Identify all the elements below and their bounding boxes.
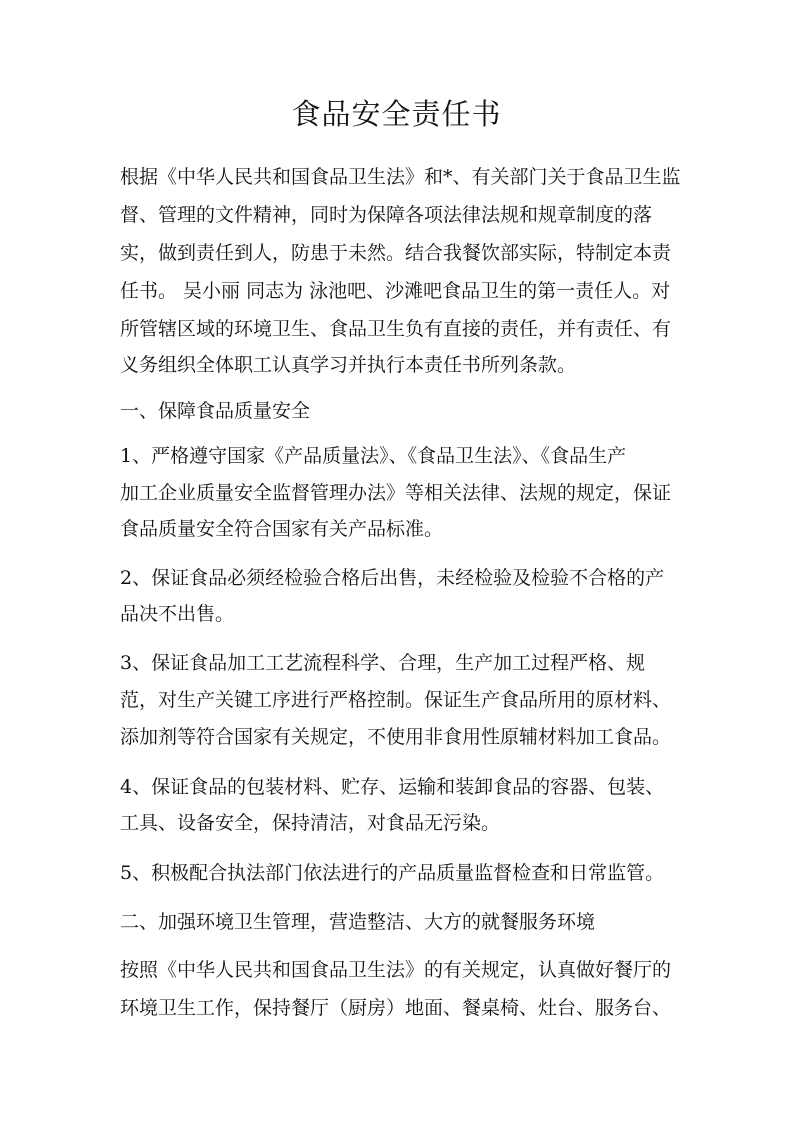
item-1-line-1: 1、严格遵守国家《产品质量法》、《食品卫生法》、《食品生产 <box>120 445 627 467</box>
section-2-body-line-1: 按照《中华人民共和国食品卫生法》的有关规定，认真做好餐厅的 <box>120 959 672 981</box>
item-2-line-1: 2、保证食品必须经检验合格后出售，未经检验及检验不合格的产 <box>120 567 665 589</box>
item-2-line-2: 品决不出售。 <box>120 603 235 625</box>
section-2-heading: 二、加强环境卫生管理，营造整洁、大方的就餐服务环境 <box>120 911 596 933</box>
item-3-line-2: 范，对生产关键工序进行严格控制。保证生产食品所用的原材料、 <box>120 689 672 711</box>
item-1-line-2: 加工企业质量安全监督管理办法》等相关法律、法规的规定，保证 <box>120 482 672 504</box>
document-title: 食品安全责任书 <box>291 97 502 131</box>
preamble-line-5: 所管辖区域的环境卫生、食品卫生负有直接的责任，并有责任、有 <box>120 318 672 340</box>
item-1-line-3: 食品质量安全符合国家有关产品标准。 <box>120 518 444 540</box>
preamble-line-2: 督、管理的文件精神，同时为保障各项法律法规和规章制度的落 <box>120 204 653 226</box>
preamble-line-1: 根据《中华人民共和国食品卫生法》和*、有关部门关于食品卫生监 <box>120 166 681 188</box>
item-3-line-1: 3、保证食品加工工艺流程科学、合理，生产加工过程严格、规 <box>120 652 646 674</box>
preamble-line-4: 任书。 吴小丽 同志为 泳池吧、沙滩吧食品卫生的第一责任人。对 <box>120 280 671 302</box>
item-4-line-2: 工具、设备安全，保持清洁，对食品无污染。 <box>120 812 501 834</box>
item-4-line-1: 4、保证食品的包装材料、贮存、运输和装卸食品的容器、包装、 <box>120 776 665 798</box>
preamble-line-3: 实，做到责任到人，防患于未然。结合我餐饮部实际，特制定本责 <box>120 242 672 264</box>
item-3-line-3: 添加剂等符合国家有关规定，不使用非食用性原辅材料加工食品。 <box>120 726 672 748</box>
section-1-heading: 一、保障食品质量安全 <box>120 400 311 422</box>
item-5-line-1: 5、积极配合执法部门依法进行的产品质量监督检查和日常监管。 <box>120 862 665 884</box>
preamble-line-6: 义务组织全体职工认真学习并执行本责任书所列条款。 <box>120 354 577 376</box>
section-2-body-line-2: 环境卫生工作，保持餐厅（厨房）地面、餐桌椅、灶台、服务台、 <box>120 997 672 1019</box>
